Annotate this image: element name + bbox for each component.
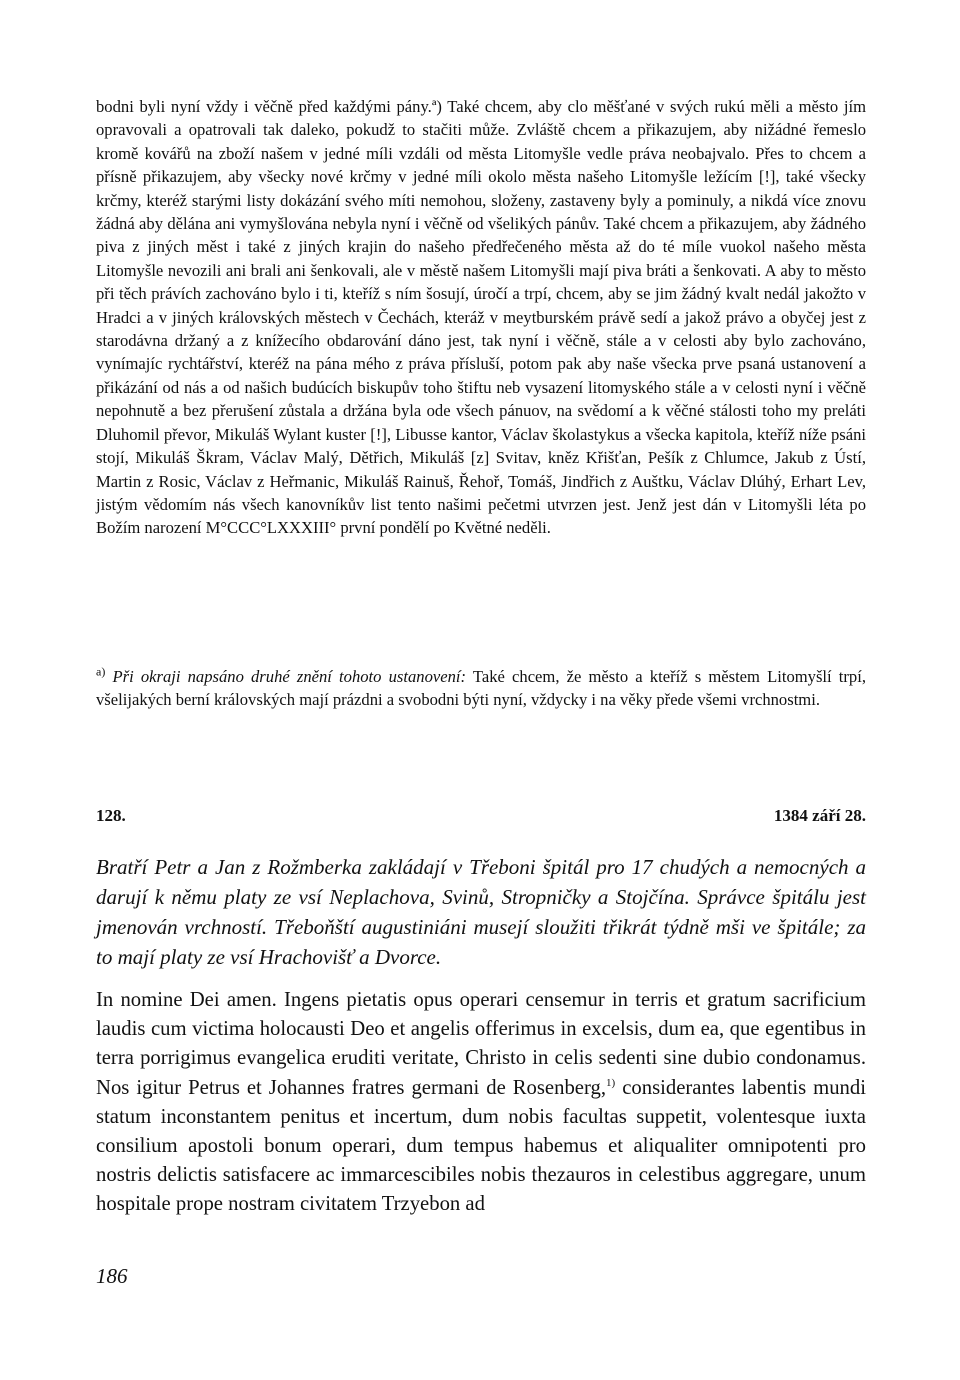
footnote [96,665,866,712]
charter-heading [96,806,866,826]
regest: Bratří Petr a Jan z Rožmberka zakládají v Třeboni špitál pro 17 chudých a nemocných a darují k němu platy ze vsí Neplachova, Svinů, Stropničky a Stojčína. Správce špitálu jest jmenován vrchností. Třeboňští augustiniáni musejí sloužiti třikrát týdně mši ve špitále; za to mají platy ze vsí Hrachovišť a Dvorce. [96,855,866,969]
footnote-marker: a) [96,664,106,679]
charter-date: 1384 září 28. [773,806,866,825]
continuation-text: bodni byli nyní vždy i věčně před každými pány.ª) Také chcem, aby clo měšťané v svých rukú měli a město jím opravovali a opatrovali tak daleko, pokudž to stačiti může. Zvláště chcem a přikazujem, aby nižádné řemeslo kromě kovářů na zboží našem v jedné míli vzdáli od města Litomyšle vedle práva neobajvalo. Přes to chcem a přísně přikazujem, aby všecky nové krčmy v jedné míli okolo města našeho Litomyšle ležícím [!], také všecky krčmy, kteréž starými listy dokázání svého míti nemohou, složeny, zastaveny byly a pominuly, a nikdá více znovu žádná aby dělána ani vymyšlována nebyla nyní i věčně od všelikých pánův. Také chcem a přikazujem, aby žádného piva z jiných měst i také z jiných krajin do našeho předřečeného města až do té míle vuokol našeho města Litomyšle nevozili ani brali ani šenkovali, ale v městě našem Litomyšli mají piva bráti a šenkovati. A aby to město při těch právích zachováno bylo i ti, kteříž s ním šosují, úročí a trpí, chcem, aby se jim žádný kvalt nedál jakožto v Hradci a v jiných královských městech v Čechách, kteráž v meytburském právě sedí a jakož právo a obyčej jest z starodávna držaný a z knížecího obdarování dáno jest, tak nyní i věčně, stále a v celosti aby bylo zachováno, vynímajíc rychtářství, kteréž na pána mého z práva přísluší, potom pak aby naše všecka prve psaná ustanovení a přikázání od nás a od našich budúcích biskupův toho štiftu neb vysazení litomyského stále a v celosti nyní i věčně nepohnutě a bez přerušení zůstala a držána byla ode všech pánuov, na svědomí a k věčné stálosti toho my preláti Dluhomil převor, Mikuláš Wylant kuster [!], Libusse kantor, Václav školastykus a všecka kapitola, kteříž níže psáni stojí, Mikuláš Škram, Václav Malý, Dětřich, Mikuláš [z] Svitav, kněz Křišťan, Pešík z Chlumce, Jakub z Ústí, Martin z Rosic, Václav z Heřmanic, Mikuláš Rainuš, Řehoř, Tomáš, Jindřich z Auštku, Václav Dlúhý, Erhart Lev, jistým vědomím nás všech kanovníkův list tento našimi pečetmi utvrzen jest. Jenž jest dán v Litomyšli léta po Božím narození M°CCC°LXXXIII° první pondělí po Květné neděli. [96,97,866,538]
latin-paragraph [96,986,866,1220]
latin-text-start: In nomine Dei amen. Ingens pietatis opus operari censemur in terris et gratum sacrificium laudis cum victima holocausti Deo et angelis offerimus in excelsis, dum ea, que egentibus in terra porrigimus evangelica eruditi veritate, Christo in celis sedenti sine dubio condonamus. Nos igitur Petrus et Johannes fratres germani de Rosenberg, [96,989,866,1099]
latin-note-marker: 1) [606,1076,616,1089]
continuation-paragraph [96,95,866,540]
footnote-italic: Při okraji napsáno druhé znění tohoto ustanovení: [112,667,467,686]
footnote-paragraph [96,665,866,712]
footnote-text: Také chcem, že město a kteříž s městem Litomyšlí trpí, všelijakých berní královských mají prázdni a svobodni býti nyní, vždycky i na věky přede všemi vrchnostmi. [96,667,866,710]
latin-text-end: considerantes labentis mundi statum inconstantem penitus et incertum, dum nobis facultas suppetit, volentesque iuxta consilium apostoli bonum operari, dum tempus habemus et aliqualiter omnipotenti pro nostris delictis satisfacere ac immarcescibiles nobis thezauros in celestibus aggregare, unum hospitale prope nostram civitatem Trzyebon ad [96,1076,866,1216]
latin-text [96,986,866,1220]
page-number: 186 [96,1264,128,1288]
charter-number: 128. [96,806,126,825]
